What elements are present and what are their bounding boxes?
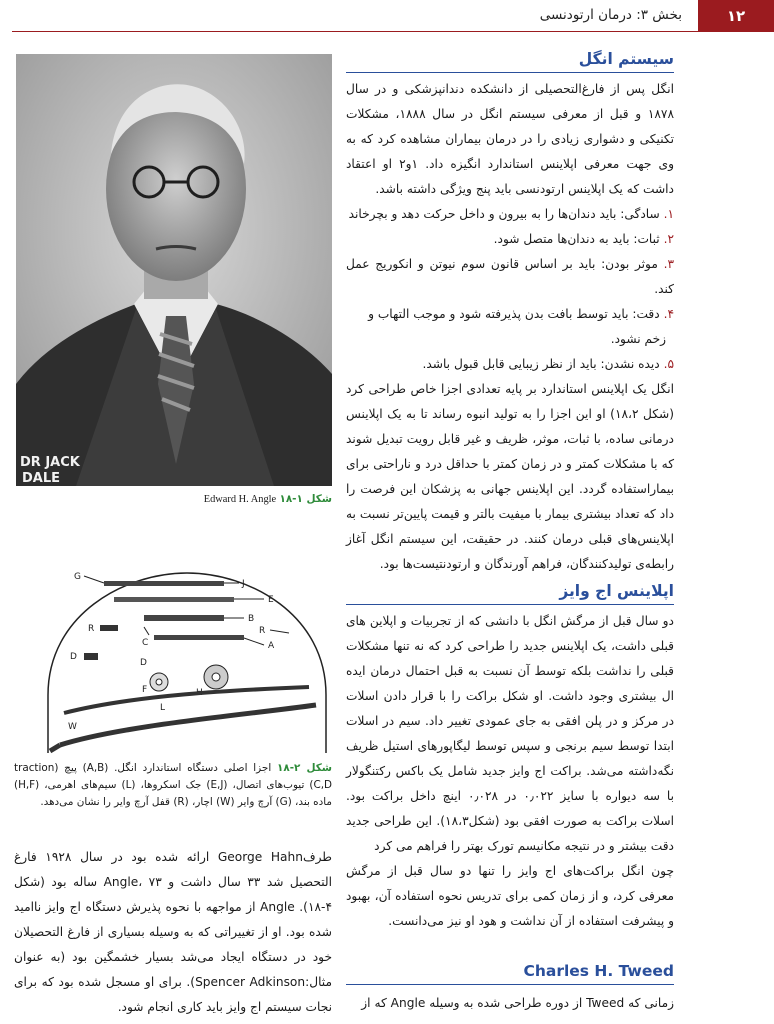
part-label-b: B — [248, 614, 255, 624]
paragraph: زمانی که Tweed از دوره طراحی شده به وسیله Angle که از — [361, 996, 674, 1010]
feature-list — [346, 202, 674, 377]
appliance-figure — [44, 565, 330, 755]
list-item: ۱. سادگی: باید دندان‌ها را به بیرون و داخل حرکت دهد و بچرخاند — [348, 207, 674, 221]
running-header: بخش ۳: درمان ارتودنسی — [539, 7, 682, 23]
figure-caption-text: Edward H. Angle — [203, 494, 277, 505]
part-label-j: J — [242, 579, 245, 589]
part-label-e: E — [268, 595, 274, 605]
part-label-g: G — [74, 572, 81, 582]
portrait-figure — [16, 54, 332, 486]
part-label-r2: R — [259, 626, 266, 636]
part-label-d2: D — [140, 658, 147, 668]
part-label-h: H — [196, 688, 203, 698]
paragraph: دو سال قبل از مرگش انگل با دانشی که از تجربیات و اپلاین های قبلی داشت، یک اپلاینس جدید را طراحی کرد که نه تنها مشکلات قبلی را نداشت بلکه توسط آن نسبت به قبل احتمال درمان ایده ال بیشتری وجود داشت. او شکل براکت را با قرار دادن اسلات در مرکز و در پلن افقی به جای عمودی تغییر داد. سیم در اسلات ابتدا توسط سیم برنجی و سپس توسط لیگاپورهای استیل ظریف نگه‌داشته می‌شد. براکت اج وایز جدید شامل یک باکس رکتنگولار با سه دیواره با سایز ۰٫۰۲۲ در ۰٫۰۲۸ اینچ داخل براکت بود. اسلات براکت به صورت افقی بود (شکل۱۸،۳). این طراحی جدید دقت بیشتر و در نتیجه مکانیسم تورک بهتر را فراهم می کرد — [346, 614, 675, 853]
part-label-w: W — [68, 722, 77, 732]
part-label-d: D — [70, 652, 77, 662]
list-item: ۲. ثبات: باید به دندان‌ها متصل شود. — [493, 232, 674, 246]
paragraph: انگل پس از فارغ‌التحصیلی از دانشکده دندانپزشکی و در سال ۱۸۷۸ و قبل از معرفی سیستم انگل در سال ۱۸۸۸، مشکلات تکنیکی و دشواری زیادی را در درمان بیماران مشاهده کرد که به وی جهت معرفی اپلاینس استاندارد انگیزه داد. ۱و۲ او اعتقاد داشت که یک اپلاینس ارتودنسی باید پنج ویژگی داشته باشد. — [346, 82, 674, 196]
header-divider — [12, 31, 698, 32]
list-item: ۵. دیده نشدن: باید از نظر زیبایی قابل قبول باشد. — [422, 357, 674, 371]
part-label-r: R — [88, 624, 95, 634]
paragraph: چون انگل براکت‌های اج وایز را تنها دو سال قبل از مرگش معرفی کرد، و از زمان کمی برای تدریس نحوه استفاده آن، بهبود و پیشرفت استفاده از آن نداشت و هود او نیز می‌دانست. — [346, 864, 674, 928]
appliance-diagram — [44, 565, 330, 755]
paragraph: انگل یک اپلاینس استاندارد بر پایه تعدادی اجزا خاص طراحی کرد (شکل ۱۸،۲) او این اجزا را به تولید انبوه رساند تا به یک اپلاینس درمانی ساده، با ثبات، موثر، ظریف و غیر قابل رویت تبدیل شوند که با مشکلات کمتر و در زمان کمتر با حداقل درد و ناراحتی برای بیماراستفاده گردد. این اپلاینس جهانی به پزشکان این فرصت را داد که تعداد بیشتری بیمار با میفیت بالتر و قیمت پایین‌تر نسبت به اپلاینس‌های قبلی درمان کنند. در حقیقت، این سیستم انگل آغاز رابطه‌ی تولیدکنندگان، فراهم آورندگان و ارتودنتیست‌ها بود. — [346, 382, 674, 571]
part-label-c: C — [142, 638, 149, 648]
svg-text:DALE: DALE — [22, 471, 61, 486]
portrait-image — [16, 54, 332, 486]
section-angle-system — [346, 50, 674, 577]
section-heading: اپلاینس اج وایز — [346, 582, 674, 605]
section-heading: Charles H. Tweed — [346, 962, 674, 985]
section-edgewise — [346, 582, 674, 934]
svg-text:DR JACK: DR JACK — [20, 455, 80, 470]
part-label-f: F — [142, 685, 148, 695]
figure-2-caption — [14, 760, 332, 811]
figure-label: شکل ۲-۱۸ — [277, 762, 332, 774]
list-item: ۴. دقت: باید توسط بافت بدن پذیرفته شود و موجب التهاب و زخم نشود. — [368, 307, 674, 346]
part-label-a: A — [268, 641, 275, 651]
figure-1-caption — [16, 491, 332, 508]
page-number: ۱۲ — [698, 0, 774, 32]
left-column-text — [14, 845, 332, 1020]
part-label-l: L — [160, 703, 166, 713]
list-item: ۳. موثر بودن: باید بر اساس قانون سوم نیوتن و انکوریج عمل کند. — [346, 257, 675, 296]
paragraph: طرفGeorge Hahn ارائه شده بود در سال ۱۹۲۸ فارغ التحصیل شد ۳۳ سال داشت و Angle، ۷۳ ساله بود (شکل ۴-۱۸). Angle از مواجهه با نحوه پذیرش دستگاه اج وایز ناامید شده بود. او از تغییراتی که به وسیله بسیاری از فارغ التحصیلان خود در دستگاه ایجاد می‌شد بسیار خشمگین بود (به عنوان مثال:Spencer Adkinson). برای او مسجل شده بود که برای نجات سیستم اج وایز باید کاری انجام شود. — [14, 850, 333, 1014]
section-tweed — [346, 962, 674, 1016]
figure-label: شکل ۱-۱۸ — [279, 493, 332, 505]
section-heading: سیستم انگل — [346, 50, 674, 73]
figure-caption-text: اجزا اصلی دستگاه استاندارد انگل. (A,B) پیچ (traction (C,D تیوب‌های اتصال، (E,J) جک اسکروها، (L) سیم‌های اهرمی، (H,F) ماده بند، (G) آرچ وایر (W) اچار، (R) قفل آرچ وایر را نشان می‌دهد. — [14, 762, 333, 808]
